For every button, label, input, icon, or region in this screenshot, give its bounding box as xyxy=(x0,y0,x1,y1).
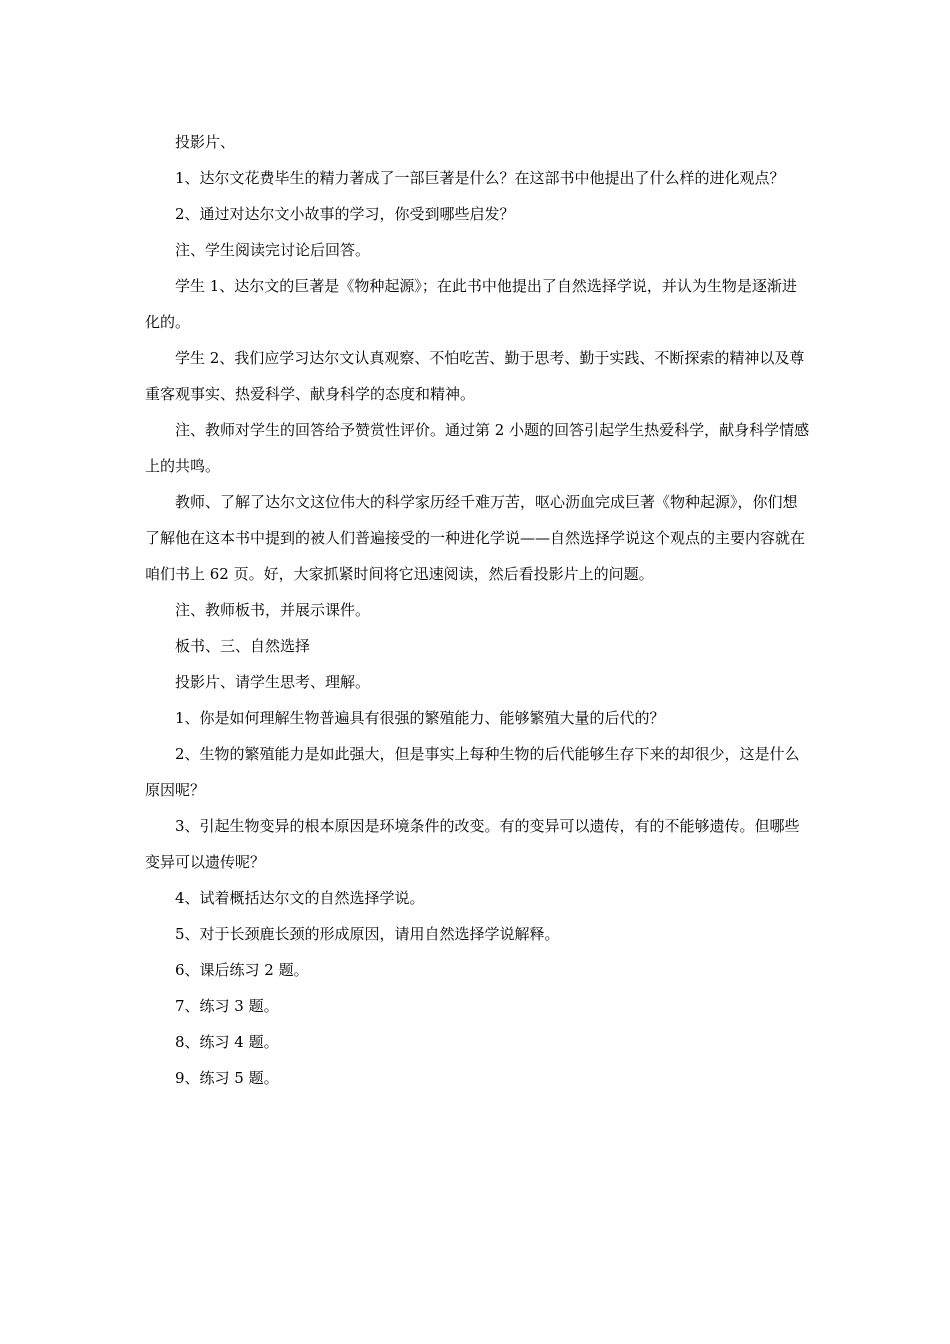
paragraph: 注、教师对学生的回答给予赞赏性评价。通过第 2 小题的回答引起学生热爱科学，献身科学情感上的共鸣。 xyxy=(145,421,810,475)
paragraph: 6、课后练习 2 题。 xyxy=(175,961,309,979)
paragraph: 投影片、请学生思考、理解。 xyxy=(175,673,371,691)
paragraph: 学生 2、我们应学习达尔文认真观察、不怕吃苦、勤于思考、勤于实践、不断探索的精神以及尊重客观事实、热爱科学、献身科学的态度和精神。 xyxy=(145,349,805,403)
paragraph: 投影片、 xyxy=(175,133,236,151)
paragraph: 板书、三、自然选择 xyxy=(175,637,311,655)
paragraph: 1、达尔文花费毕生的精力著成了一部巨著是什么？在这部书中他提出了什么样的进化观点？ xyxy=(175,169,785,187)
paragraph: 学生 1、达尔文的巨著是《物种起源》；在此书中他提出了自然选择学说，并认为生物是逐渐进化的。 xyxy=(145,277,797,331)
paragraph: 1、你是如何理解生物普遍具有很强的繁殖能力、能够繁殖大量的后代的？ xyxy=(175,709,665,727)
paragraph: 2、生物的繁殖能力是如此强大，但是事实上每种生物的后代能够生存下来的却很少，这是什么原因呢？ xyxy=(145,745,800,799)
paragraph: 7、练习 3 题。 xyxy=(175,997,279,1015)
paragraph: 9、练习 5 题。 xyxy=(175,1069,279,1087)
paragraph: 4、试着概括达尔文的自然选择学说。 xyxy=(175,889,425,907)
paragraph: 注、学生阅读完讨论后回答。 xyxy=(175,241,371,259)
paragraph: 注、教师板书，并展示课件。 xyxy=(175,601,371,619)
paragraph: 3、引起生物变异的根本原因是环境条件的改变。有的变异可以遗传，有的不能够遗传。但哪些变异可以遗传呢？ xyxy=(145,817,800,871)
paragraph: 2、通过对达尔文小故事的学习，你受到哪些启发？ xyxy=(175,205,515,223)
paragraph: 5、对于长颈鹿长颈的形成原因，请用自然选择学说解释。 xyxy=(175,925,560,943)
paragraph: 8、练习 4 题。 xyxy=(175,1033,279,1051)
document-body xyxy=(145,124,810,1096)
paragraph: 教师、了解了达尔文这位伟大的科学家历经千难万苦，呕心沥血完成巨著《物种起源》，你们想了解他在这本书中提到的被人们普遍接受的一种进化学说——自然选择学说这个观点的主要内容就在咱们书上 62 页。好，大家抓紧时间将它迅速阅读，然后看投影片上的问题。 xyxy=(145,493,806,583)
